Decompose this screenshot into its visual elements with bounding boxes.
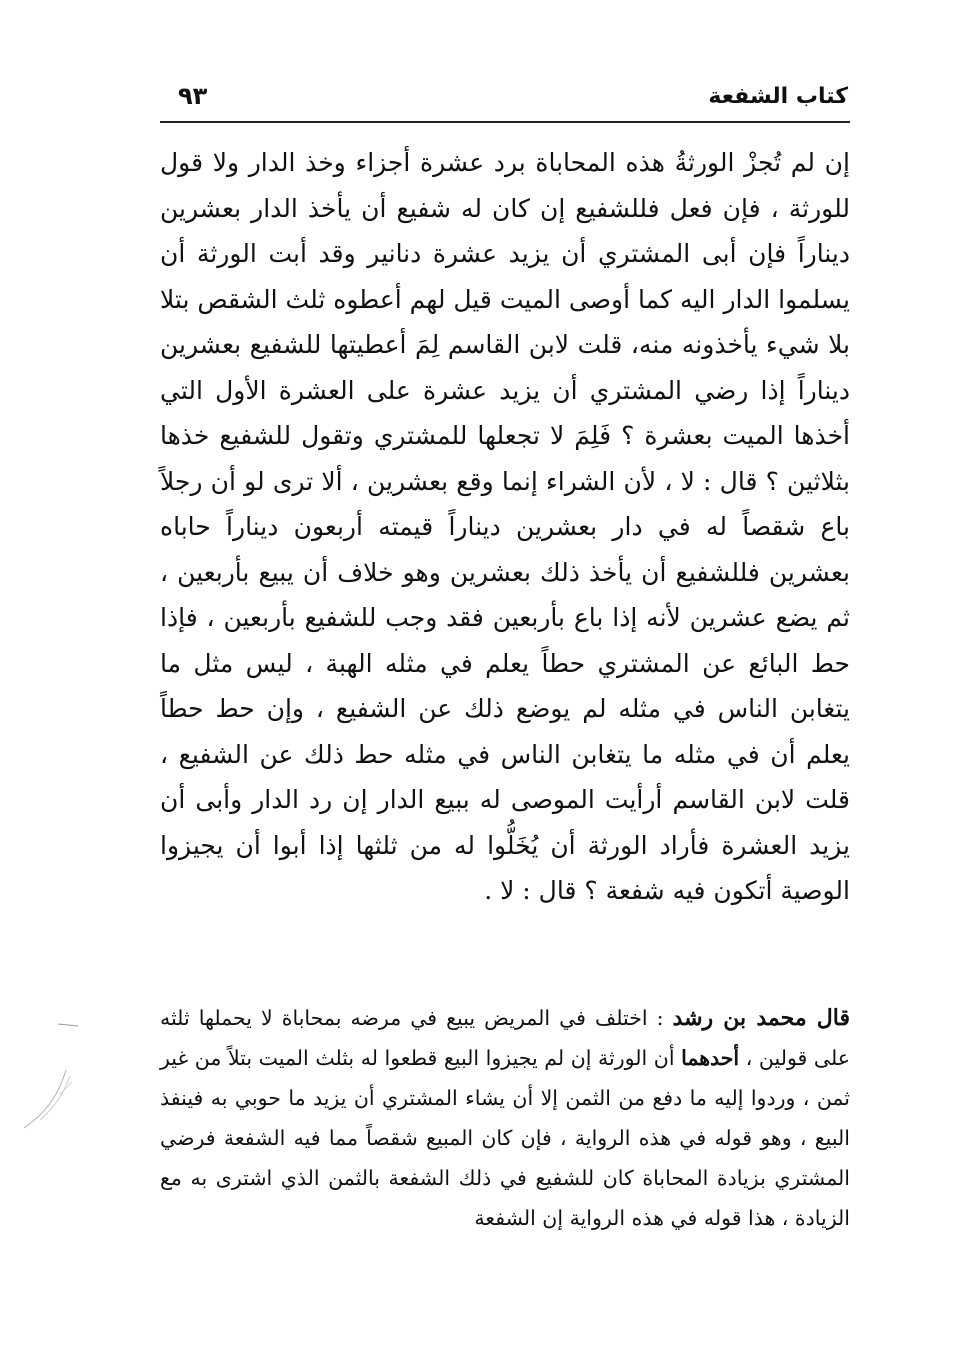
commentary-text-part2: أن الورثة إن لم يجيزوا البيع قطعوا له بثلث الميت بتلاً من غير ثمن ، وردوا إليه ما دفع من الثمن إلا أن يشاء المشتري أن يزيد ما حوبي به فينفذ البيع ، وهو قوله في هذه الرواية ، فإن كان المبيع شقصاً مما فيه الشفعة فرضي المشتري بزيادة المحاباة كان للشفيع في ذلك الشفعة بالثمن الذي اشترى به مع الزيادة ، هذا قوله في هذه الرواية إن الشفعة <box>160 1046 850 1230</box>
page-header <box>160 78 848 118</box>
commentary-keyword: أحدهما <box>681 1046 740 1070</box>
page-number: ٩٣ <box>178 82 208 110</box>
running-title: كتاب الشفعة <box>708 84 848 109</box>
scan-artifact-mark <box>20 1010 80 1130</box>
commentary-speaker: قال محمد بن رشد <box>672 1005 850 1031</box>
commentary-paragraph <box>160 998 850 1238</box>
commentary-text-part1: : اختلف في المريض يبيع في مرضه بمحاباة لا يحملها ثلثه على قولين ، <box>160 1006 851 1070</box>
header-divider <box>160 121 850 123</box>
main-text-body: إن لم تُجزْ الورثةُ هذه المحاباة برد عشرة أجزاء وخذ الدار ولا قول للورثة ، فإن فعل فللشفيع إن كان له شفيع أن يأخذ الدار بعشرين ديناراً فإن أبى المشتري أن يزيد عشرة دنانير وقد أبت الورثة أن يسلموا الدار اليه كما أوصى الميت قيل لهم أعطوه ثلث الشقص بتلا بلا شيء يأخذونه منه، قلت لابن القاسم لِمَ أعطيتها للشفيع بعشرين ديناراً إذا رضي المشتري أن يزيد عشرة على العشرة الأول التي أخذها الميت بعشرة ؟ فَلِمَ لا تجعلها للمشتري وتقول للشفيع خذها بثلاثين ؟ قال : لا ، لأن الشراء إنما وقع بعشرين ، ألا ترى لو أن رجلاً باع شقصاً له في دار بعشرين ديناراً قيمته أربعون ديناراً حاباه بعشرين فللشفيع أن يأخذ ذلك بعشرين وهو خلاف أن يبيع بأربعين ، ثم يضع عشرين لأنه إذا باع بأربعين فقد وجب للشفيع بأربعين ، فإذا حط البائع عن المشتري حطاً يعلم في مثله الهبة ، ليس مثل ما يتغابن الناس في مثله لم يوضع ذلك عن الشفيع ، وإن حط حطاً يعلم أن في مثله ما يتغابن الناس في مثله حط ذلك عن الشفيع ، قلت لابن القاسم أرأيت الموصى له ببيع الدار إن رد الدار وأبى أن يزيد العشرة فأراد الورثة أن يُخَلُّوا له من ثلثها إذا أبوا أن يجيزوا الوصية أتكون فيه شفعة ؟ قال : لا . <box>160 148 850 905</box>
